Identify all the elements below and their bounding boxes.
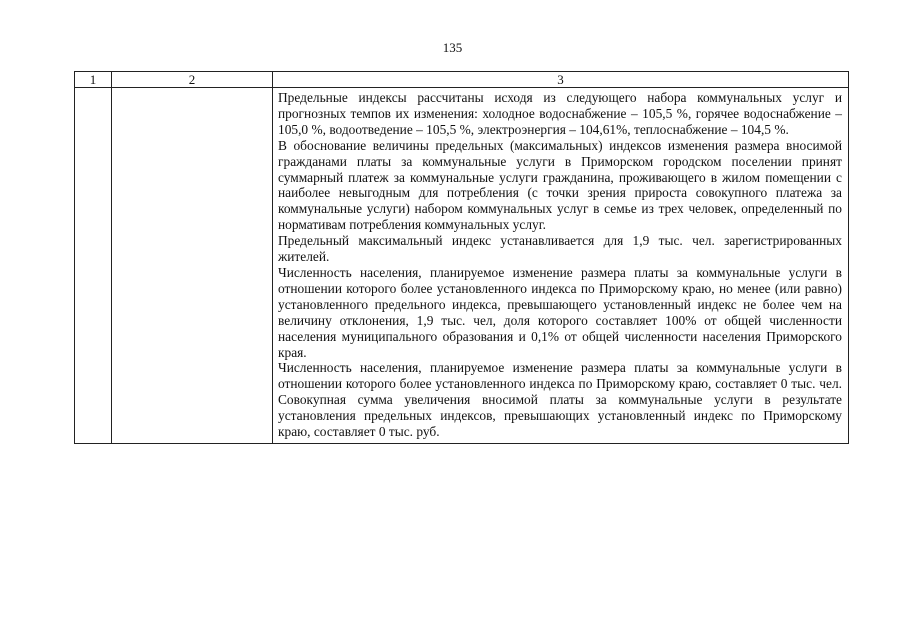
- paragraph-max-index: Предельный максимальный индекс устанавливается для 1,9 тыс. чел. зарегистрированных жителей.: [278, 233, 842, 265]
- paragraph-indices-set: Предельные индексы рассчитаны исходя из следующего набора коммунальных услуг и прогнозных темпов их изменения: холодное водоснабжение – 105,5 %, горячее водоснабжение – 105,0 %, водоотведение – 105,5 %, электроэнергия – 104,61%, теплоснабжение – 104,5 %.: [278, 90, 842, 137]
- paragraph-justification: В обоснование величины предельных (максимальных) индексов изменения размера вносимой гражданами платы за коммунальные услуги в Приморском городском поселении принят суммарный платеж за коммунальные услуги гражданина, проживающего в жилом помещении с наиболее невыгодным для потребления (с точки зрения прироста совокупного платежа за коммунальные услуги) набором коммунальных услуг в семье из трех человек, определенный по нормативам потребления коммунальных услуг.: [278, 137, 842, 233]
- document-table: [74, 71, 849, 444]
- column-header-2: 2: [112, 72, 273, 88]
- page-number: 135: [442, 40, 463, 55]
- column-header-3: 3: [273, 72, 849, 88]
- cell-column-3: [273, 88, 849, 444]
- table-row: [75, 88, 849, 444]
- cell-column-2: [112, 88, 273, 444]
- paragraph-population-above-index: Численность населения, планируемое изменение размера платы за коммунальные услуги в отношении которого более установленного индекса по Приморскому краю, составляет 0 тыс. чел. Совокупная сумма увеличения вносимой платы за коммунальные услуги в результате установления предельных индексов, превышающих установленный индекс по Приморскому краю, составляет 0 тыс. руб.: [278, 360, 842, 440]
- paragraph-population-within-limit: Численность населения, планируемое изменение размера платы за коммунальные услуги в отношении которого более установленного индекса по Приморскому краю, но менее (или равно) установленного предельного индекса, превышающего установленный индекс не более чем на величину отклонения, 1,9 тыс. чел, доля которого составляет 100% от общей численности населения муниципального образования и 0,1% от общей численности населения Приморского края.: [278, 264, 842, 360]
- cell-column-1: [75, 88, 112, 444]
- column-header-1: 1: [75, 72, 112, 88]
- table-header-row: [75, 72, 849, 88]
